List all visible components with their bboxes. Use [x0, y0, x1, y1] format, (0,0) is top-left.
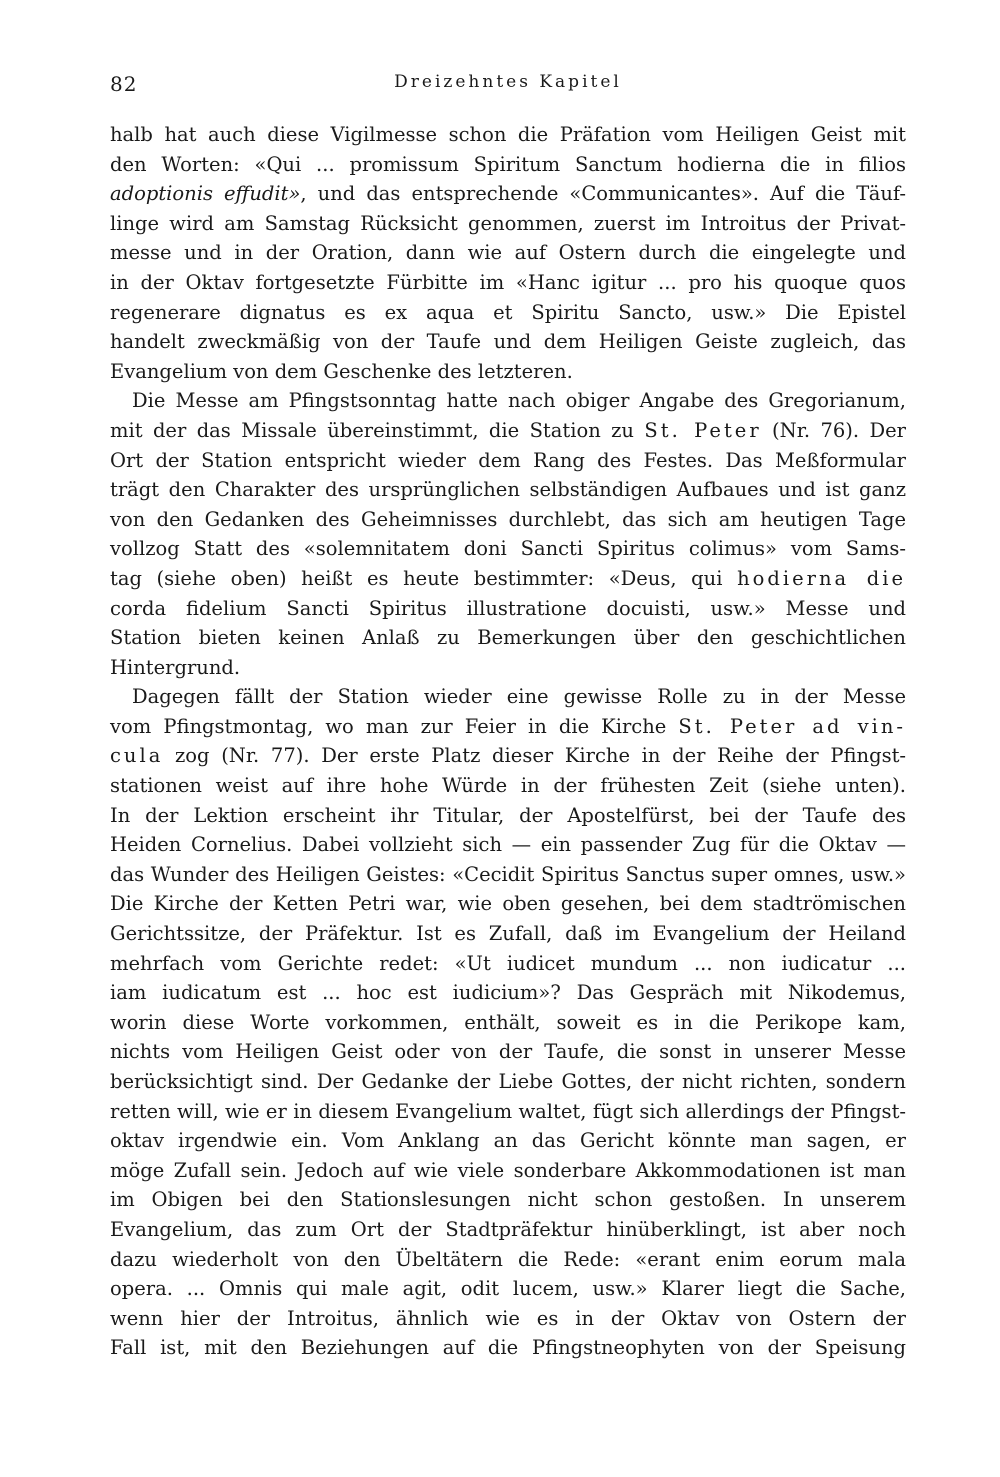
- paragraph-2: [110, 386, 906, 682]
- text-line: wenn hier der Introitus, ähnlich wie es in der Oktav von Ostern der: [110, 1306, 906, 1330]
- text-line: das Wunder des Heiligen Geistes: «Cecidit Spiritus Sanctus super omnes, usw.»: [110, 862, 906, 886]
- text-line: worin diese Worte vorkommen, enthält, soweit es in die Perikope kam,: [110, 1010, 906, 1034]
- running-head: Dreizehntes Kapitel: [394, 72, 622, 92]
- text-line: Die Messe am Pfingstsonntag hatte nach obiger Angabe des Gregorianum,: [132, 389, 906, 413]
- text-line: Hintergrund.: [110, 655, 241, 679]
- text-line: mehrfach vom Gerichte redet: «Ut iudicet mundum ... non iudicatur ...: [110, 951, 906, 975]
- text-line: oktav irgendwie ein. Vom Anklang an das Gericht könnte man sagen, er: [110, 1129, 906, 1153]
- text-line: Die Kirche der Ketten Petri war, wie oben gesehen, bei dem stadtrömischen: [110, 892, 906, 916]
- text-line: corda fidelium Sancti Spiritus illustratione docuisti, usw.» Messe und: [110, 596, 906, 620]
- text-line: mit der das Missale übereinstimmt, die Station zu St. Peter (Nr. 76). Der: [110, 418, 906, 442]
- spaced-name: cula: [110, 744, 164, 768]
- text-line: handelt zweckmäßig von der Taufe und dem Heiligen Geiste zugleich, das: [110, 330, 906, 354]
- text-line: Fall ist, mit den Beziehungen auf die Pfingstneophyten von der Speisung: [110, 1336, 906, 1360]
- text-line: cula zog (Nr. 77). Der erste Platz dieser Kirche in der Reihe der Pfingst-: [110, 744, 907, 768]
- spaced-name: St. Peter ad vin-: [678, 714, 907, 738]
- paragraph-1: [110, 120, 906, 386]
- text-line: In der Lektion erscheint ihr Titular, der Apostelfürst, bei der Taufe des: [110, 803, 906, 827]
- text-line: opera. ... Omnis qui male agit, odit lucem, usw.» Klarer liegt die Sache,: [110, 1277, 906, 1301]
- text-line: adoptionis effudit», und das entsprechende «Communicantes». Auf die Täuf-: [110, 182, 907, 206]
- text-line: dazu wiederholt von den Übeltätern die Rede: «erant enim eorum mala: [110, 1247, 906, 1271]
- text-line: Evangelium, das zum Ort der Stadtpräfektur hinüberklingt, ist aber noch: [110, 1217, 906, 1241]
- text-line: Ort der Station entspricht wieder dem Rang des Festes. Das Meßformular: [110, 448, 906, 472]
- text-line: von den Gedanken des Geheimnisses durchlebt, das sich am heutigen Tage: [110, 507, 906, 531]
- spaced-phrase: hodierna die: [737, 566, 907, 590]
- text-line: regenerare dignatus es ex aqua et Spiritu Sancto, usw.» Die Epistel: [110, 300, 906, 324]
- text-line: vom Pfingstmontag, wo man zur Feier in die Kirche St. Peter ad vin-: [110, 714, 907, 738]
- text-line: vollzog Statt des «solemnitatem doni Sancti Spiritus colimus» vom Sams-: [110, 537, 906, 561]
- text-line: halb hat auch diese Vigilmesse schon die Präfation vom Heiligen Geist mit: [110, 123, 906, 146]
- text-line: linge wird am Samstag Rücksicht genommen, zuerst im Introitus der Privat-: [110, 211, 906, 235]
- italic-phrase: adoptionis effudit»: [110, 182, 301, 206]
- text-line: iam iudicatum est ... hoc est iudicium»? Das Gespräch mit Nikodemus,: [110, 981, 906, 1005]
- paragraph-3: [110, 682, 906, 1363]
- text-line: nichts vom Heiligen Geist oder von der Taufe, die sonst in unserer Messe: [110, 1040, 906, 1064]
- text-line: trägt den Charakter des ursprünglichen selbständigen Aufbaues und ist ganz: [110, 478, 906, 502]
- body-text: [110, 120, 906, 1363]
- text-line: Dagegen fällt der Station wieder eine gewisse Rolle zu in der Messe: [132, 685, 906, 709]
- text-line: retten will, wie er in diesem Evangelium waltet, fügt sich allerdings der Pfingst-: [110, 1099, 906, 1123]
- text-line: Evangelium von dem Geschenke des letzteren.: [110, 359, 573, 383]
- text-line: im Obigen bei den Stationslesungen nicht schon gestoßen. In unserem: [110, 1188, 906, 1212]
- text-line: in der Oktav fortgesetzte Fürbitte im «Hanc igitur ... pro his quoque quos: [110, 270, 906, 294]
- text-line: Heiden Cornelius. Dabei vollzieht sich — ein passender Zug für die Oktav —: [110, 833, 906, 857]
- text-line: stationen weist auf ihre hohe Würde in der frühesten Zeit (siehe unten).: [110, 774, 906, 798]
- spaced-name: St. Peter: [644, 418, 762, 442]
- text-line: den Worten: «Qui ... promissum Spiritum Sanctum hodierna die in filios: [110, 152, 906, 176]
- text-line: Station bieten keinen Anlaß zu Bemerkungen über den geschichtlichen: [110, 626, 906, 650]
- text-line: messe und in der Oration, dann wie auf Ostern durch die eingelegte und: [110, 241, 906, 265]
- text-line: berücksichtigt sind. Der Gedanke der Liebe Gottes, der nicht richten, sondern: [110, 1070, 906, 1093]
- text-line: möge Zufall sein. Jedoch auf wie viele sonderbare Akkommodationen ist man: [110, 1158, 906, 1182]
- text-line: Gerichtssitze, der Präfektur. Ist es Zufall, daß im Evangelium der Heiland: [110, 922, 906, 946]
- page-header: [110, 72, 906, 102]
- text-line: tag (siehe oben) heißt es heute bestimmter: «Deus, qui hodierna die: [110, 566, 907, 590]
- page-number: 82: [110, 72, 138, 96]
